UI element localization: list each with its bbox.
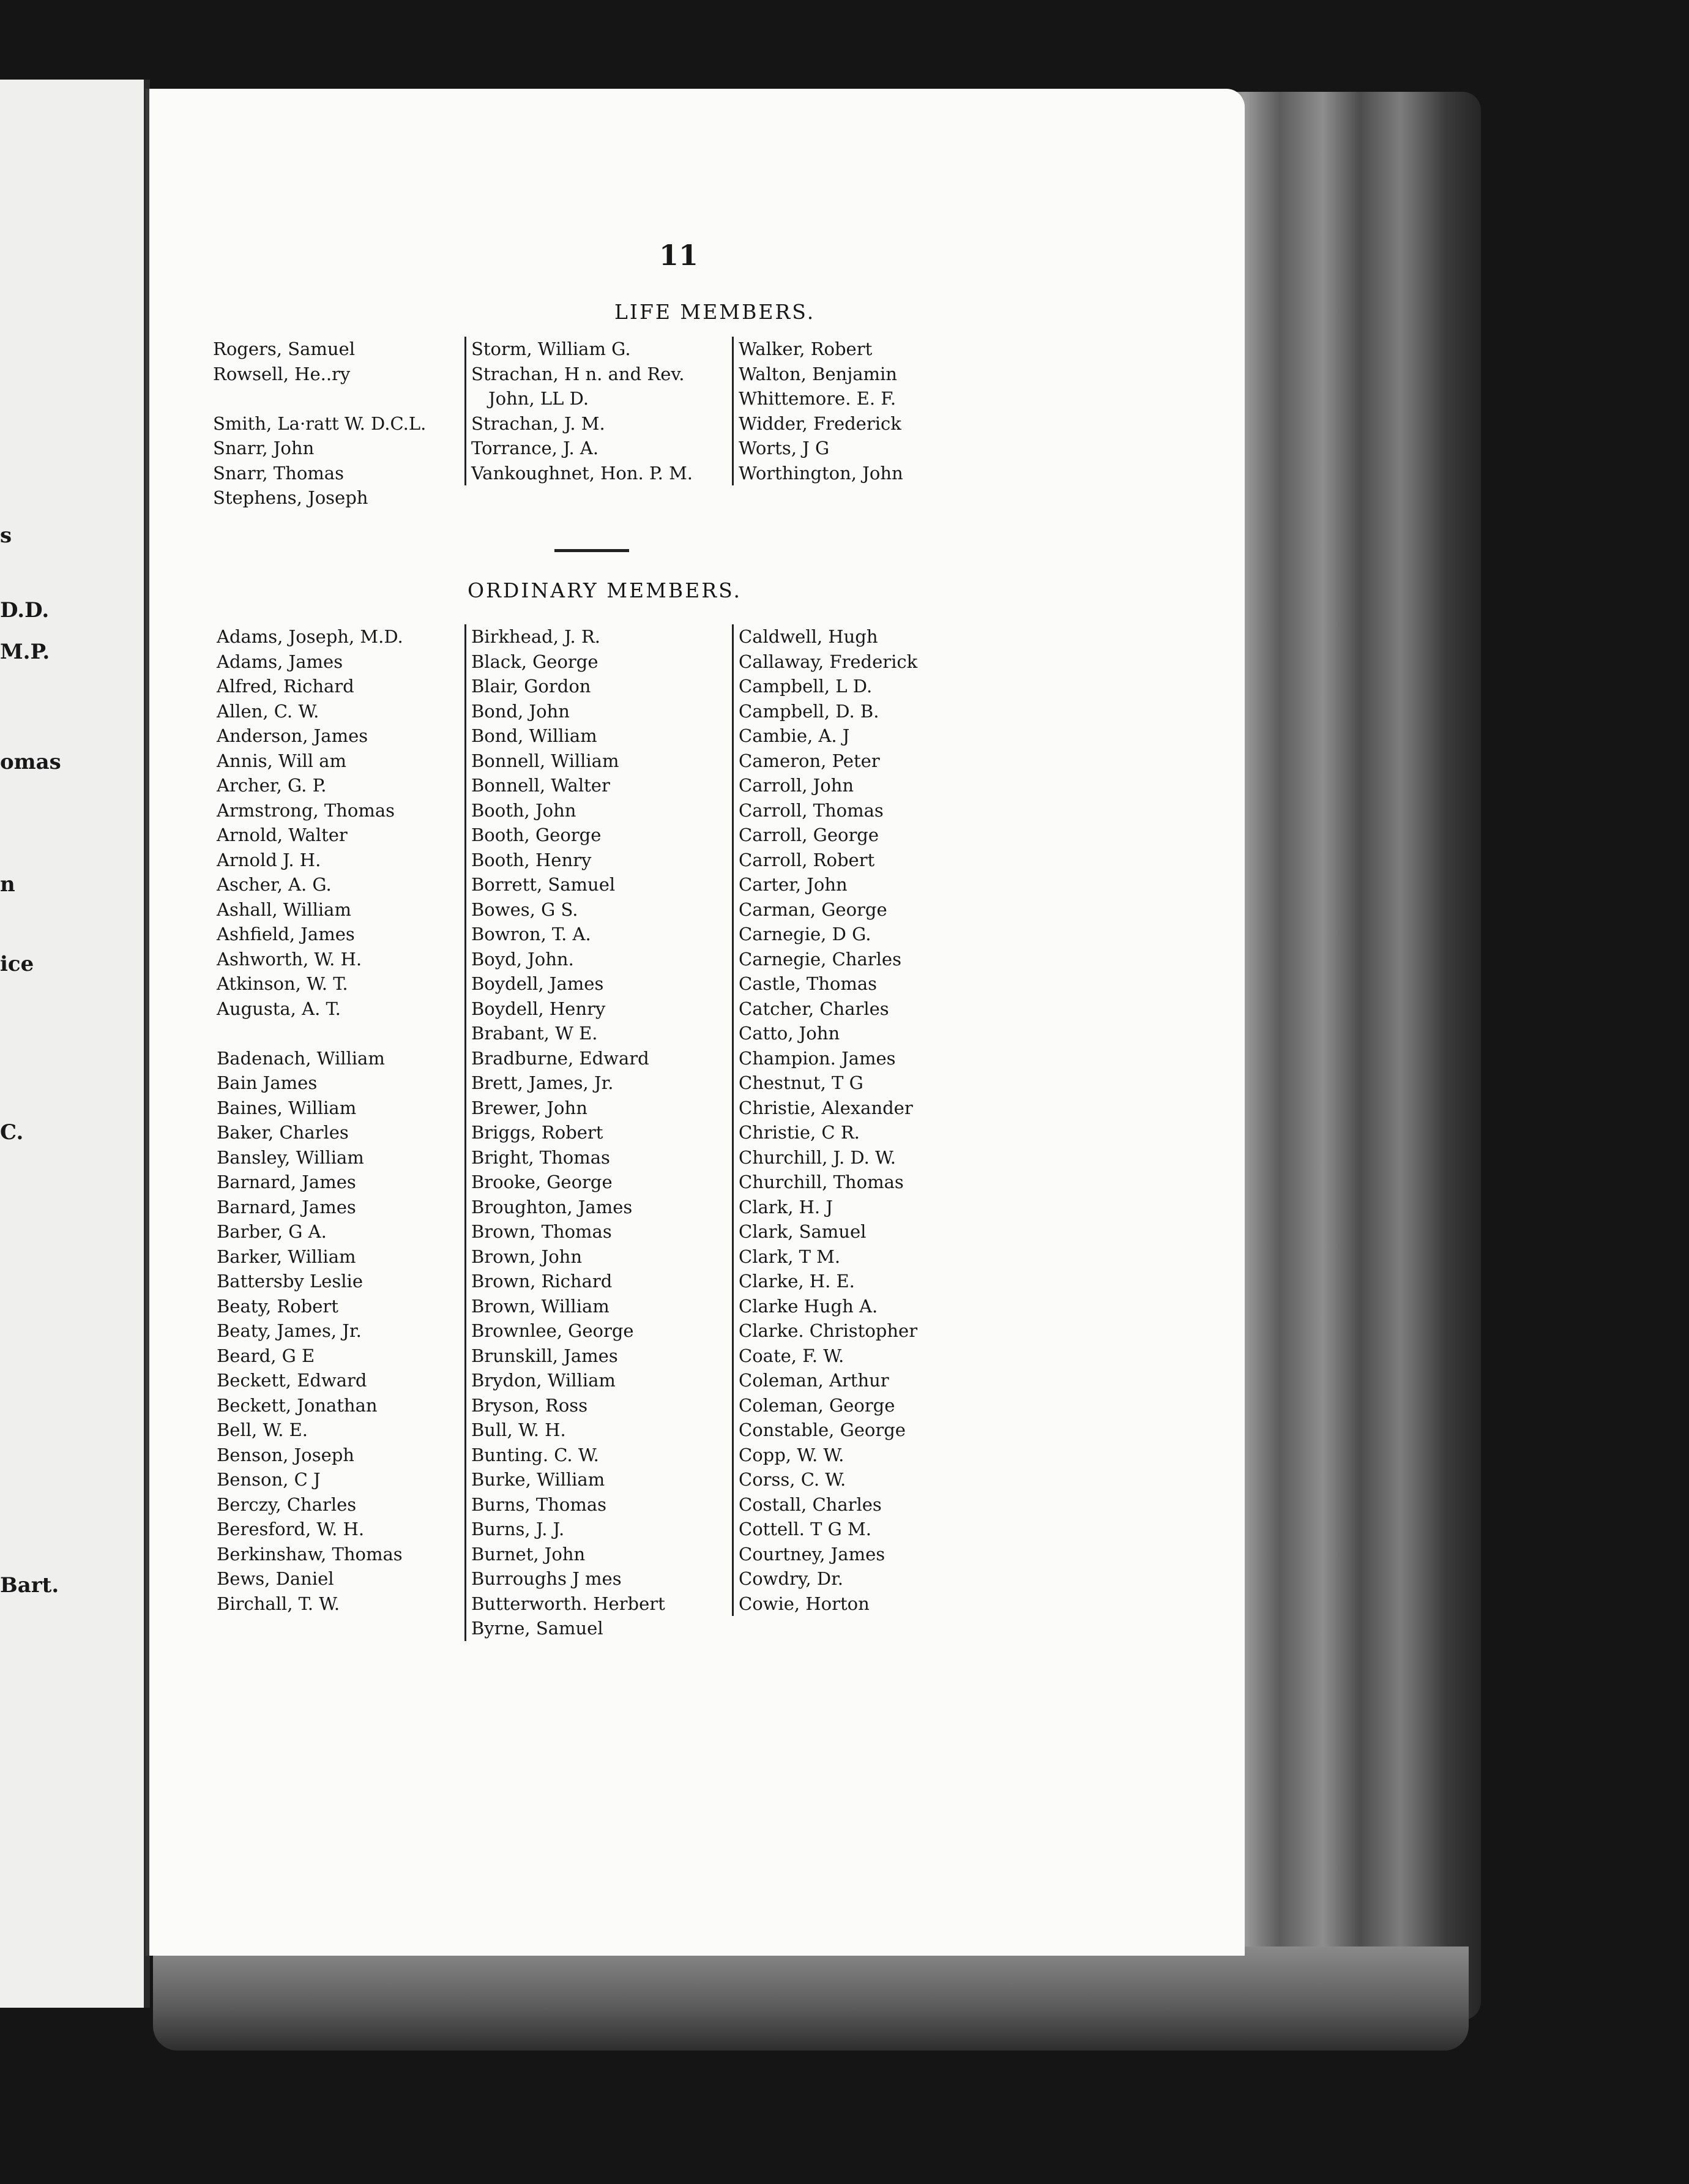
member-name: Ashfield, James — [217, 924, 355, 944]
member-name: Storm, William G. — [471, 338, 631, 359]
ordinary-members-title: ORDINARY MEMBERS. — [468, 578, 742, 602]
member-name: Bonnell, William — [471, 750, 619, 771]
member-name: Bews, Daniel — [217, 1568, 334, 1589]
left-fragment: n — [0, 872, 15, 897]
member-name: Anderson, James — [217, 725, 368, 746]
member-name: Bain James — [217, 1072, 318, 1093]
member-name: Snarr, Thomas — [213, 462, 344, 484]
member-name: Bright, Thomas — [471, 1146, 610, 1168]
member-name: Strachan, H n. and Rev. — [471, 363, 685, 384]
member-name: Carroll, George — [739, 825, 879, 845]
member-name: Booth, John — [471, 799, 576, 821]
left-fragment: Bart. — [0, 1573, 59, 1598]
member-name: Bond, William — [471, 725, 597, 746]
member-name: Arnold J. H. — [217, 849, 321, 870]
member-name: Baines, William — [217, 1097, 357, 1118]
member-name: Adams, James — [217, 651, 343, 672]
member-name: Rowsell, He..ry — [213, 363, 351, 384]
member-name: Alfred, Richard — [217, 676, 354, 697]
member-name: Brydon, William — [471, 1370, 616, 1391]
member-name: Barnard, James — [217, 1196, 356, 1217]
member-name: Atkinson, W. T. — [217, 973, 348, 994]
document-page — [146, 89, 1245, 1956]
member-name: Carroll, John — [739, 775, 854, 796]
member-name: Benson, Joseph — [217, 1444, 354, 1465]
member-name: Brown, William — [471, 1295, 610, 1317]
member-name: Broughton, James — [471, 1196, 633, 1217]
member-name: Ascher, A. G. — [217, 874, 332, 895]
member-name: Butterworth. Herbert — [471, 1593, 665, 1614]
member-name: Boydell, James — [471, 973, 604, 994]
member-name: Berczy, Charles — [217, 1494, 357, 1515]
member-name: Bowron, T. A. — [471, 924, 591, 944]
member-name: Bowes, G S. — [471, 899, 578, 920]
member-name: Bansley, William — [217, 1146, 364, 1168]
member-name: Callaway, Frederick — [739, 651, 918, 672]
member-name: Brett, James, Jr. — [471, 1072, 614, 1093]
member-name: Boyd, John. — [471, 948, 574, 970]
member-name: Booth, Henry — [471, 849, 592, 870]
member-name: Clark, H. J — [739, 1196, 833, 1217]
member-name: Cowie, Horton — [739, 1593, 870, 1614]
member-name: Ashall, William — [217, 899, 351, 920]
member-name: Clarke. Christopher — [739, 1320, 918, 1341]
left-fragment: D.D. — [0, 598, 50, 623]
member-name: Churchill, J. D. W. — [739, 1146, 897, 1168]
member-name: Burnet, John — [471, 1543, 586, 1565]
member-name: Burroughs J mes — [471, 1568, 622, 1589]
member-name: Costall, Charles — [739, 1494, 882, 1515]
member-name: Bell, W. E. — [217, 1419, 308, 1440]
member-name: Catto, John — [739, 1023, 840, 1044]
member-name: Arnold, Walter — [217, 825, 348, 845]
member-name: Black, George — [471, 651, 598, 672]
member-name: Cowdry, Dr. — [739, 1568, 844, 1589]
member-name: Adams, Joseph, M.D. — [217, 626, 403, 647]
member-name: Bunting. C. W. — [471, 1444, 599, 1465]
member-name: Torrance, J. A. — [471, 438, 599, 458]
member-name: Cottell. T G M. — [739, 1519, 871, 1539]
member-name: Brown, Richard — [471, 1271, 613, 1292]
member-name: Annis, Will am — [217, 750, 347, 771]
member-name: Strachan, J. M. — [471, 413, 605, 434]
member-name — [213, 386, 426, 411]
member-name: Brunskill, James — [471, 1345, 618, 1366]
ordinary-members-col3 — [732, 624, 917, 1616]
member-name: Beaty, James, Jr. — [217, 1320, 362, 1341]
member-name: Coleman, George — [739, 1394, 895, 1416]
member-name: Clark, T M. — [739, 1246, 841, 1267]
member-name: Carroll, Robert — [739, 849, 875, 870]
member-name: Berkinshaw, Thomas — [217, 1543, 403, 1565]
member-name: Beresford, W. H. — [217, 1519, 365, 1539]
member-name: Snarr, John — [213, 438, 315, 458]
member-name: Caldwell, Hugh — [739, 626, 878, 647]
member-name: Chestnut, T G — [739, 1072, 863, 1093]
member-name: Baker, Charles — [217, 1122, 349, 1143]
left-fragment: s — [0, 523, 12, 548]
member-name: Beaty, Robert — [217, 1295, 338, 1317]
member-name: Copp, W. W. — [739, 1444, 844, 1465]
member-name: Bond, John — [471, 700, 570, 722]
member-name: Carnegie, D G. — [739, 924, 871, 944]
member-name: Brown, Thomas — [471, 1221, 612, 1242]
member-name — [217, 1021, 403, 1046]
member-name: Birkhead, J. R. — [471, 626, 601, 647]
member-name: Clarke, H. E. — [739, 1271, 855, 1292]
member-name: Champion. James — [739, 1047, 896, 1069]
member-name: Coate, F. W. — [739, 1345, 844, 1366]
member-name: Cambie, A. J — [739, 725, 850, 746]
member-name: Battersby Leslie — [217, 1271, 363, 1292]
member-name: Coleman, Arthur — [739, 1370, 889, 1391]
member-name: Beard, G E — [217, 1345, 315, 1366]
member-name: John, LL D. — [488, 388, 589, 409]
life-members-col2 — [464, 337, 693, 485]
member-name: Worthington, John — [739, 462, 903, 484]
member-name: Cameron, Peter — [739, 750, 880, 771]
member-name: Carman, George — [739, 899, 887, 920]
member-name: Catcher, Charles — [739, 998, 889, 1019]
member-name: Constable, George — [739, 1419, 906, 1440]
member-name: Walker, Robert — [739, 338, 873, 359]
member-name: Churchill, Thomas — [739, 1172, 904, 1192]
member-name: Walton, Benjamin — [739, 363, 897, 384]
member-name: Smith, La·ratt W. D.C.L. — [213, 413, 427, 434]
life-members-col1 — [213, 337, 426, 510]
member-name: Bryson, Ross — [471, 1394, 588, 1416]
member-name: Burke, William — [471, 1469, 605, 1490]
member-name: Christie, Alexander — [739, 1097, 913, 1118]
member-name: Brownlee, George — [471, 1320, 634, 1341]
member-name: Barber, G A. — [217, 1221, 327, 1242]
left-fragment: M.P. — [0, 640, 50, 664]
member-name: Widder, Frederick — [739, 413, 901, 434]
ordinary-members-col1 — [217, 624, 403, 1616]
ordinary-members-col2 — [464, 624, 665, 1641]
member-name: Booth, George — [471, 825, 602, 845]
member-name: Vankoughnet, Hon. P. M. — [471, 462, 693, 484]
member-name: Brewer, John — [471, 1097, 587, 1118]
member-name: Campbell, L D. — [739, 676, 873, 697]
member-name: Corss, C. W. — [739, 1469, 846, 1490]
member-name: Benson, C J — [217, 1469, 321, 1490]
member-name: Brooke, George — [471, 1172, 613, 1192]
member-name: Bradburne, Edward — [471, 1047, 649, 1069]
member-name: Allen, C. W. — [217, 700, 319, 722]
member-name: Byrne, Samuel — [471, 1618, 603, 1639]
member-name: Barker, William — [217, 1246, 356, 1267]
member-name: Barnard, James — [217, 1172, 356, 1192]
member-name: Briggs, Robert — [471, 1122, 603, 1143]
facing-left-page — [0, 80, 150, 2008]
page-bottom-edge — [153, 1947, 1469, 2051]
member-name: Clarke Hugh A. — [739, 1295, 878, 1317]
member-name: Badenach, William — [217, 1047, 385, 1069]
member-name: Courtney, James — [739, 1543, 886, 1565]
member-name: Whittemore. E. F. — [739, 388, 897, 409]
member-name: Christie, C R. — [739, 1122, 860, 1143]
member-name: Carnegie, Charles — [739, 948, 901, 970]
member-name: Campbell, D. B. — [739, 700, 879, 722]
member-name: Brown, John — [471, 1246, 583, 1267]
member-name: Brabant, W E. — [471, 1023, 598, 1044]
member-name: Carter, John — [739, 874, 848, 895]
left-fragment: C. — [0, 1120, 24, 1145]
section-divider — [554, 549, 629, 552]
member-name: Ashworth, W. H. — [217, 948, 362, 970]
member-name: Bull, W. H. — [471, 1419, 566, 1440]
member-name: Augusta, A. T. — [217, 998, 341, 1019]
left-fragment: ice — [0, 952, 34, 976]
member-name: Carroll, Thomas — [739, 799, 884, 821]
member-name: Boydell, Henry — [471, 998, 606, 1019]
member-name: Birchall, T. W. — [217, 1593, 340, 1614]
life-members-title: LIFE MEMBERS. — [614, 300, 816, 324]
member-name: Castle, Thomas — [739, 973, 878, 994]
member-name: Archer, G. P. — [217, 775, 327, 796]
member-name: Blair, Gordon — [471, 676, 591, 697]
member-name: Stephens, Joseph — [213, 487, 368, 508]
member-name: Beckett, Jonathan — [217, 1394, 378, 1416]
member-name: Worts, J G — [739, 438, 830, 458]
member-name: Armstrong, Thomas — [217, 799, 395, 821]
left-fragment: omas — [0, 750, 61, 774]
member-name: Borrett, Samuel — [471, 874, 616, 895]
life-members-col3 — [732, 337, 903, 485]
member-name: Bonnell, Walter — [471, 775, 610, 796]
member-name: Burns, Thomas — [471, 1494, 606, 1515]
member-name: Beckett, Edward — [217, 1370, 367, 1391]
member-name: Clark, Samuel — [739, 1221, 867, 1242]
member-name: Rogers, Samuel — [213, 338, 355, 359]
member-name: Burns, J. J. — [471, 1519, 565, 1539]
page-number: 11 — [658, 239, 698, 272]
